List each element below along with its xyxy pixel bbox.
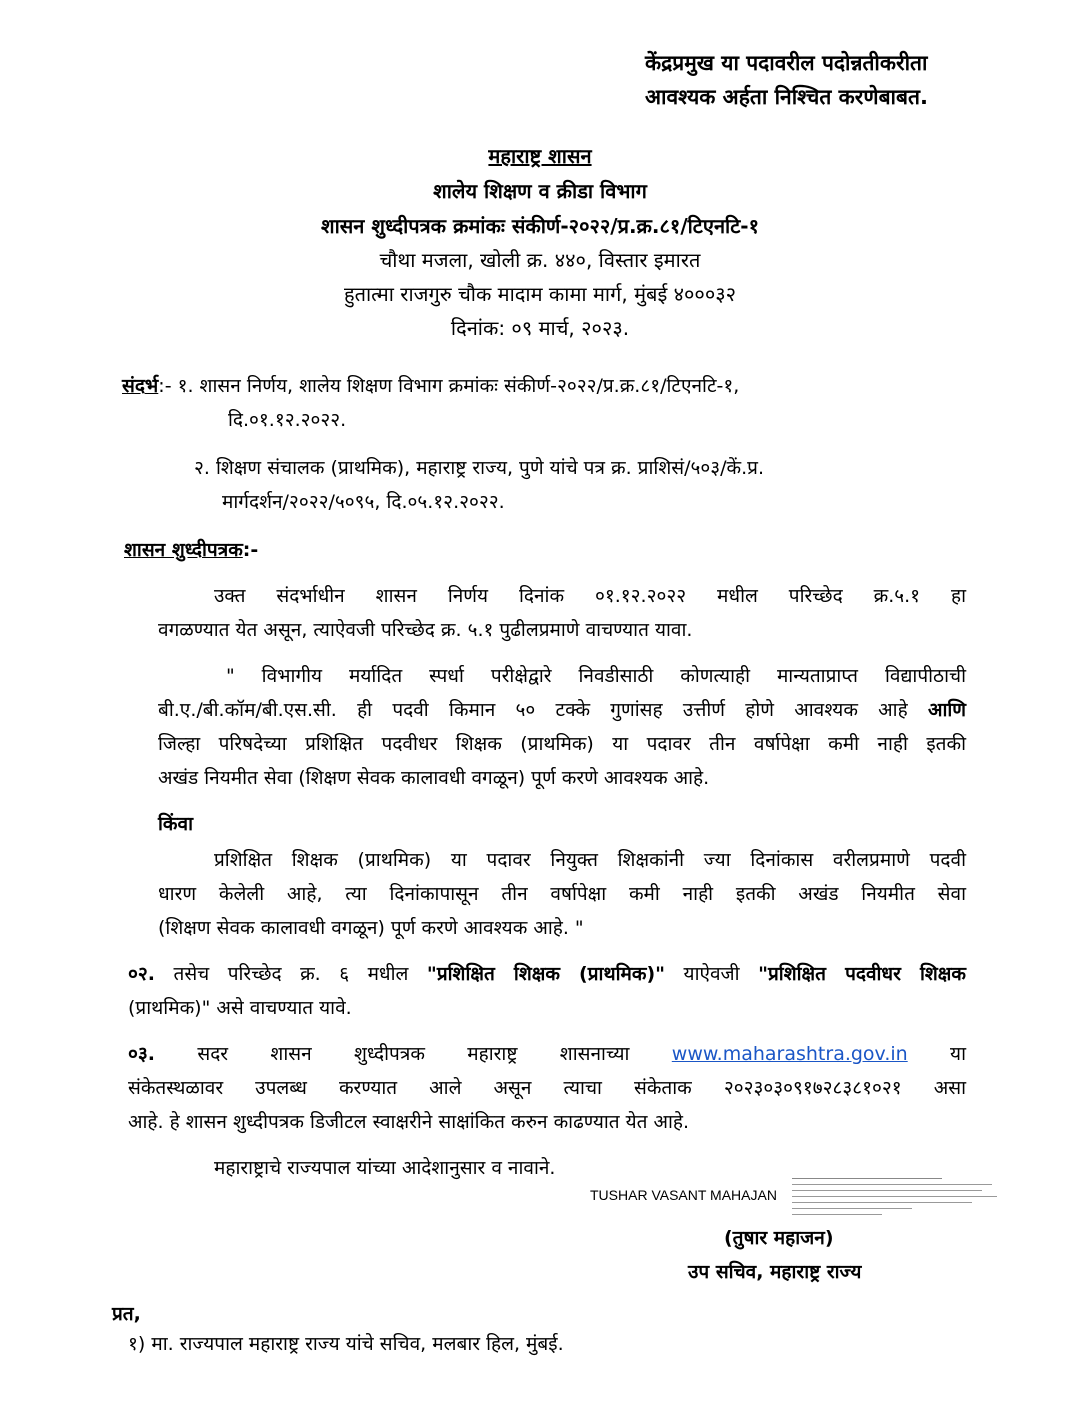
quote-line-4: अखंड नियमीत सेवा (शिक्षण सेवक कालावधी वगळून) पूर्ण करणे आवश्यक आहे. — [158, 767, 710, 789]
para-3-line-2: संकेतस्थळावर उपलब्ध करण्यात आले असून त्याचा संकेताक २०२३०३०९१७२८३८१०२१ असा — [128, 1077, 966, 1099]
references-label: संदर्भ — [122, 375, 159, 397]
references-line-1: संदर्भ:- १. शासन निर्णय, शालेय शिक्षण विभाग क्रमांकः संकीर्ण-२०२२/प्र.क्र.८१/टिएनटि-१, — [122, 375, 740, 397]
digital-signature-details — [792, 1175, 1002, 1215]
corrigendum-heading: शासन शुध्दीपत्रक:- — [124, 539, 259, 561]
document-date: दिनांक: ०९ मार्च, २०२३. — [450, 316, 630, 340]
quote-line-1: " विभागीय मर्यादित स्पर्धा परीक्षेद्वारे निवडीसाठी कोणत्याही मान्यताप्राप्त विद्यापीठाची — [226, 665, 966, 687]
para-1-line-1: उक्त संदर्भाधीन शासन निर्णय दिनांक ०१.१२.२०२२ मधील परिच्छेद क्र.५.१ हा — [214, 585, 966, 607]
alt-line-3: (शिक्षण सेवक कालावधी वगळून) पूर्ण करणे आवश्यक आहे. " — [158, 917, 584, 939]
copy-item-1: १) मा. राज्यपाल महाराष्ट्र राज्य यांचे सचिव, मलबार हिल, मुंबई. — [128, 1333, 564, 1355]
reference-1-date: दि.०१.१२.२०२२. — [228, 409, 347, 431]
quote-line-3: जिल्हा परिषदेच्या प्रशिक्षित पदवीधर शिक्षक (प्राथमिक) या पदावर तीन वर्षापेक्षा कमी नाही इतकी — [158, 733, 966, 755]
para-2-line-2: (प्राथमिक)" असे वाचण्यात यावे. — [128, 997, 352, 1019]
para-2-line-1: ०२. तसेच परिच्छेद क्र. ६ मधील "प्रशिक्षित शिक्षक (प्राथमिक)" याऐवजी "प्रशिक्षित पदवीधर शिक्षक — [128, 963, 967, 985]
address-line-1: चौथा मजला, खोली क्र. ४४०, विस्तार इमारत — [379, 248, 701, 272]
website-link[interactable]: www.maharashtra.gov.in — [671, 1043, 908, 1065]
para-1-line-2: वगळण्यात येत असून, त्याऐवजी परिच्छेद क्र. ५.१ पुढीलप्रमाणे वाचण्यात यावा. — [158, 619, 693, 641]
alt-line-1: प्रशिक्षित शिक्षक (प्राथमिक) या पदावर नियुक्त शिक्षकांनी ज्या दिनांकास वरीलप्रमाणे पदवी — [214, 849, 966, 871]
digital-signature-name: TUSHAR VASANT MAHAJAN — [590, 1187, 777, 1203]
govt-title: महाराष्ट्र शासन — [488, 144, 592, 168]
subject-line-1: केंद्रप्रमुख या पदावरील पदोन्नतीकरीता — [645, 51, 928, 75]
reference-1: १. शासन निर्णय, शालेय शिक्षण विभाग क्रमांकः संकीर्ण-२०२२/प्र.क्र.८१/टिएनटि-१, — [177, 375, 740, 397]
para-3-line-3: आहे. हे शासन शुध्दीपत्रक डिजीटल स्वाक्षरीने साक्षांकित करुन काढण्यात येत आहे. — [128, 1111, 690, 1133]
subject — [645, 46, 928, 114]
corrigendum-number: शासन शुध्दीपत्रक क्रमांकः संकीर्ण-२०२२/प्र.क्र.८१/टिएनटि-१ — [320, 214, 759, 238]
signatory-designation: उप सचिव, महाराष्ट्र राज्य — [688, 1261, 862, 1283]
signatory-name: (तुषार महाजन) — [724, 1227, 834, 1249]
department-title: शालेय शिक्षण व क्रीडा विभाग — [433, 179, 647, 203]
alt-line-2: धारण केलेली आहे, त्या दिनांकापासून तीन वर्षापेक्षा कमी नाही इतकी अखंड नियमीत सेवा — [158, 883, 966, 905]
order-line: महाराष्ट्राचे राज्यपाल यांच्या आदेशानुसार व नावाने. — [214, 1157, 556, 1179]
subject-line-2: आवश्यक अर्हता निश्चित करणेबाबत. — [645, 85, 928, 109]
quote-line-2: बी.ए./बी.कॉम/बी.एस.सी. ही पदवी किमान ५० टक्के गुणांसह उत्तीर्ण होणे आवश्यक आहे आणि — [158, 699, 967, 721]
reference-2-cont: मार्गदर्शन/२०२२/५०९५, दि.०५.१२.२०२२. — [222, 491, 505, 513]
copy-label: प्रत, — [112, 1303, 141, 1325]
reference-2: २. शिक्षण संचालक (प्राथमिक), महाराष्ट्र राज्य, पुणे यांचे पत्र क्र. प्राशिसं/५०३/कें.प्र. — [194, 457, 765, 479]
address-line-2: हुतात्मा राजगुरु चौक मादाम कामा मार्ग, मुंबई ४०००३२ — [343, 282, 737, 306]
or-label: किंवा — [158, 813, 193, 835]
para-3-line-1: ०३. सदर शासन शुध्दीपत्रक महाराष्ट्र शासनाच्या www.maharashtra.gov.in या — [128, 1043, 966, 1065]
